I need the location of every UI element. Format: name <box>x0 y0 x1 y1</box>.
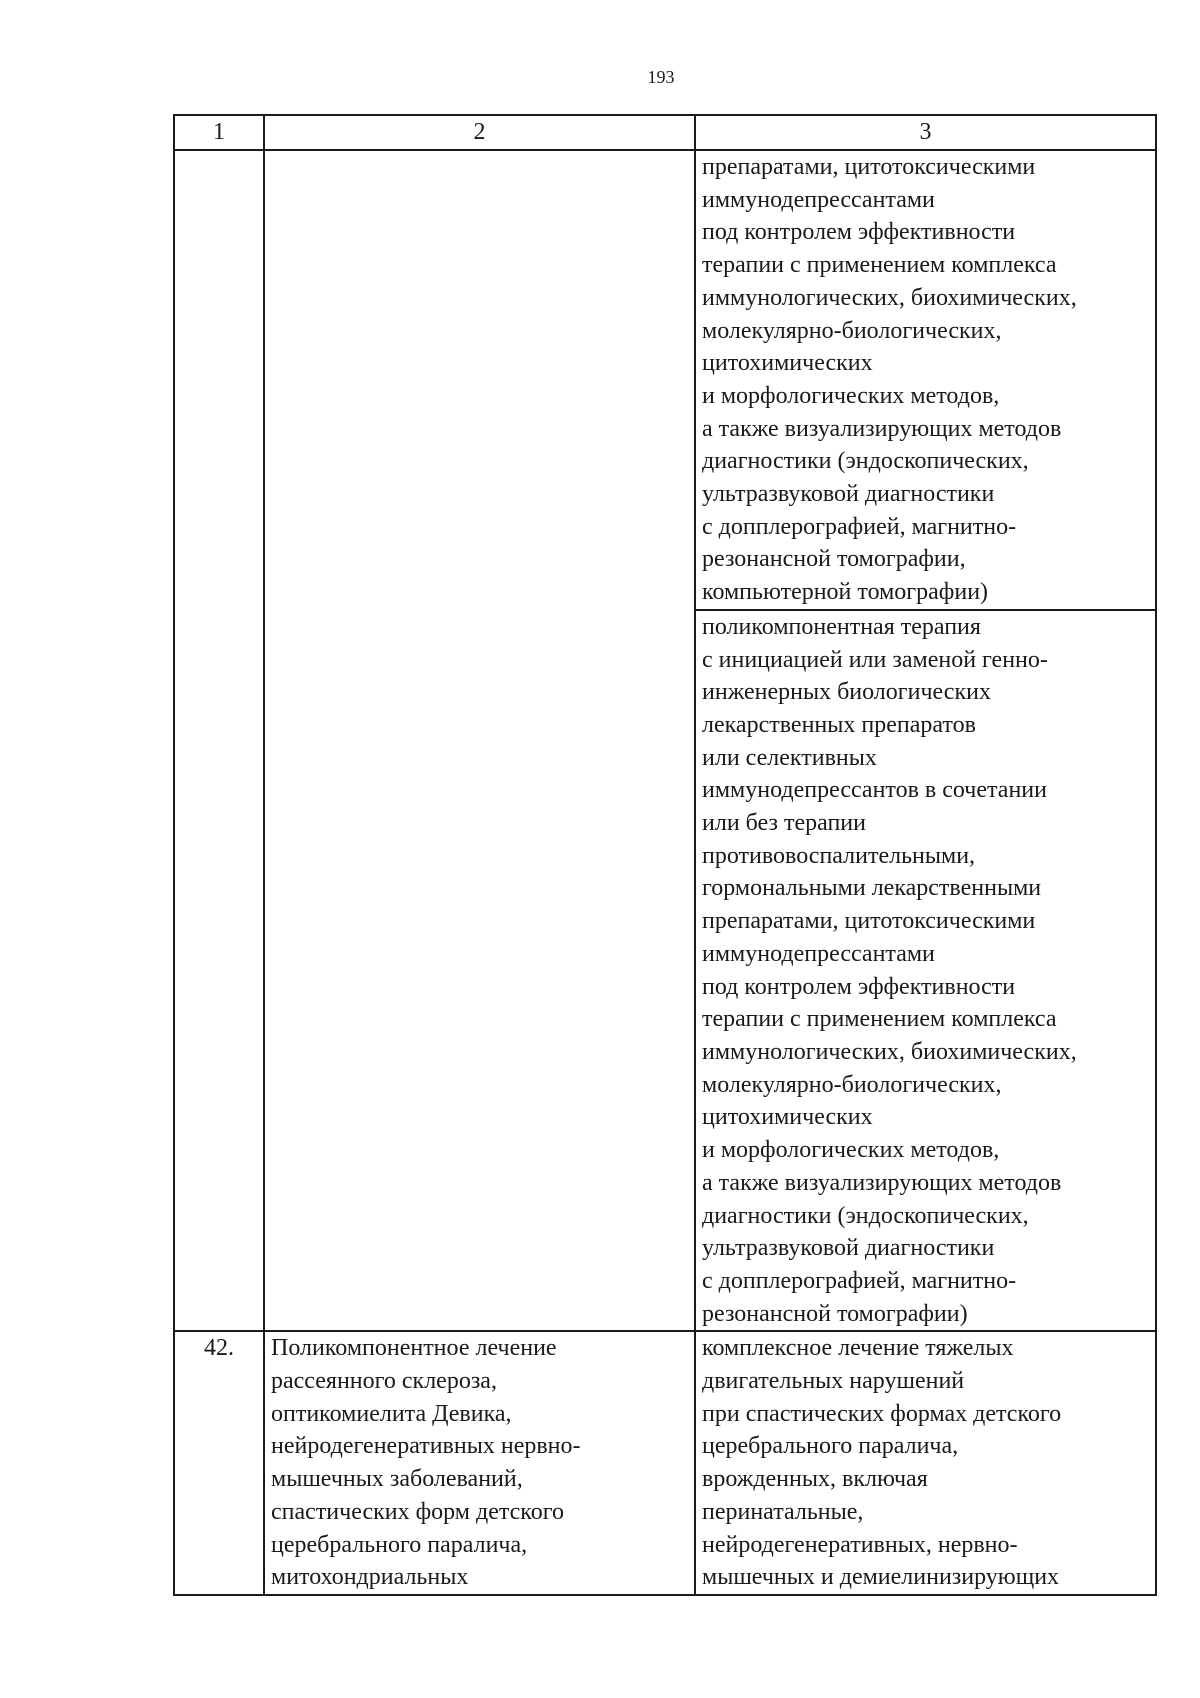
table-header-row <box>174 115 1156 150</box>
page-number: 193 <box>647 67 675 87</box>
document-table <box>173 114 1157 1596</box>
continuation-col-3-part-1-text: препаратами, цитотоксическими иммунодепрессантами под контролем эффективности терапии с применением комплекса иммунологических, биохимических, молекулярно-биологических, цитохимических и морфологических методов, а также визуализирующих методов диагностики (эндоскопических, ультразвуковой диагностики с допплерографией, магнитно- резонансной томографии, компьютерной томографии) <box>702 154 1077 606</box>
header-col-2: 2 <box>264 115 695 150</box>
continuation-col-2 <box>264 150 695 1331</box>
row-42-number-cell <box>174 1331 264 1595</box>
continuation-col-3-part-2-text: поликомпонентная терапия с инициацией или заменой генно- инженерных биологических лекарственных препаратов или селективных иммунодепрессантов в сочетании или без терапии противовоспалительными, гормональными лекарственными препаратами, цитотоксическими иммунодепрессантами под контролем эффективности терапии с применением комплекса иммунологических, биохимических, молекулярно-биологических, цитохимических и морфологических методов, а также визуализирующих методов диагностики (эндоскопических, ультразвуковой диагностики с допплерографией, магнитно- резонансной томографии) <box>702 613 1077 1327</box>
row-42-col-3-text: комплексное лечение тяжелых двигательных нарушений при спастических формах детского церебрального паралича, врожденных, включая перинатальные, нейродегенеративных, нервно- мышечных и демиелинизирующих <box>702 1335 1062 1591</box>
row-42-col-3 <box>695 1331 1156 1595</box>
continuation-col-1 <box>174 150 264 1331</box>
table-row-continuation-a <box>174 150 1156 610</box>
row-42-col-2 <box>264 1331 695 1595</box>
header-col-3: 3 <box>695 115 1156 150</box>
header-col-1: 1 <box>174 115 264 150</box>
row-42-col-2-text: Поликомпонентное лечение рассеянного склероза, оптикомиелита Девика, нейродегенеративных нервно- мышечных заболеваний, спастических форм детского церебрального паралича, митохондриальных <box>271 1335 581 1591</box>
table-row-42 <box>174 1331 1156 1595</box>
continuation-col-3-part-2 <box>695 610 1156 1331</box>
continuation-col-3-part-1 <box>695 150 1156 610</box>
row-42-number: 42. <box>204 1335 234 1362</box>
